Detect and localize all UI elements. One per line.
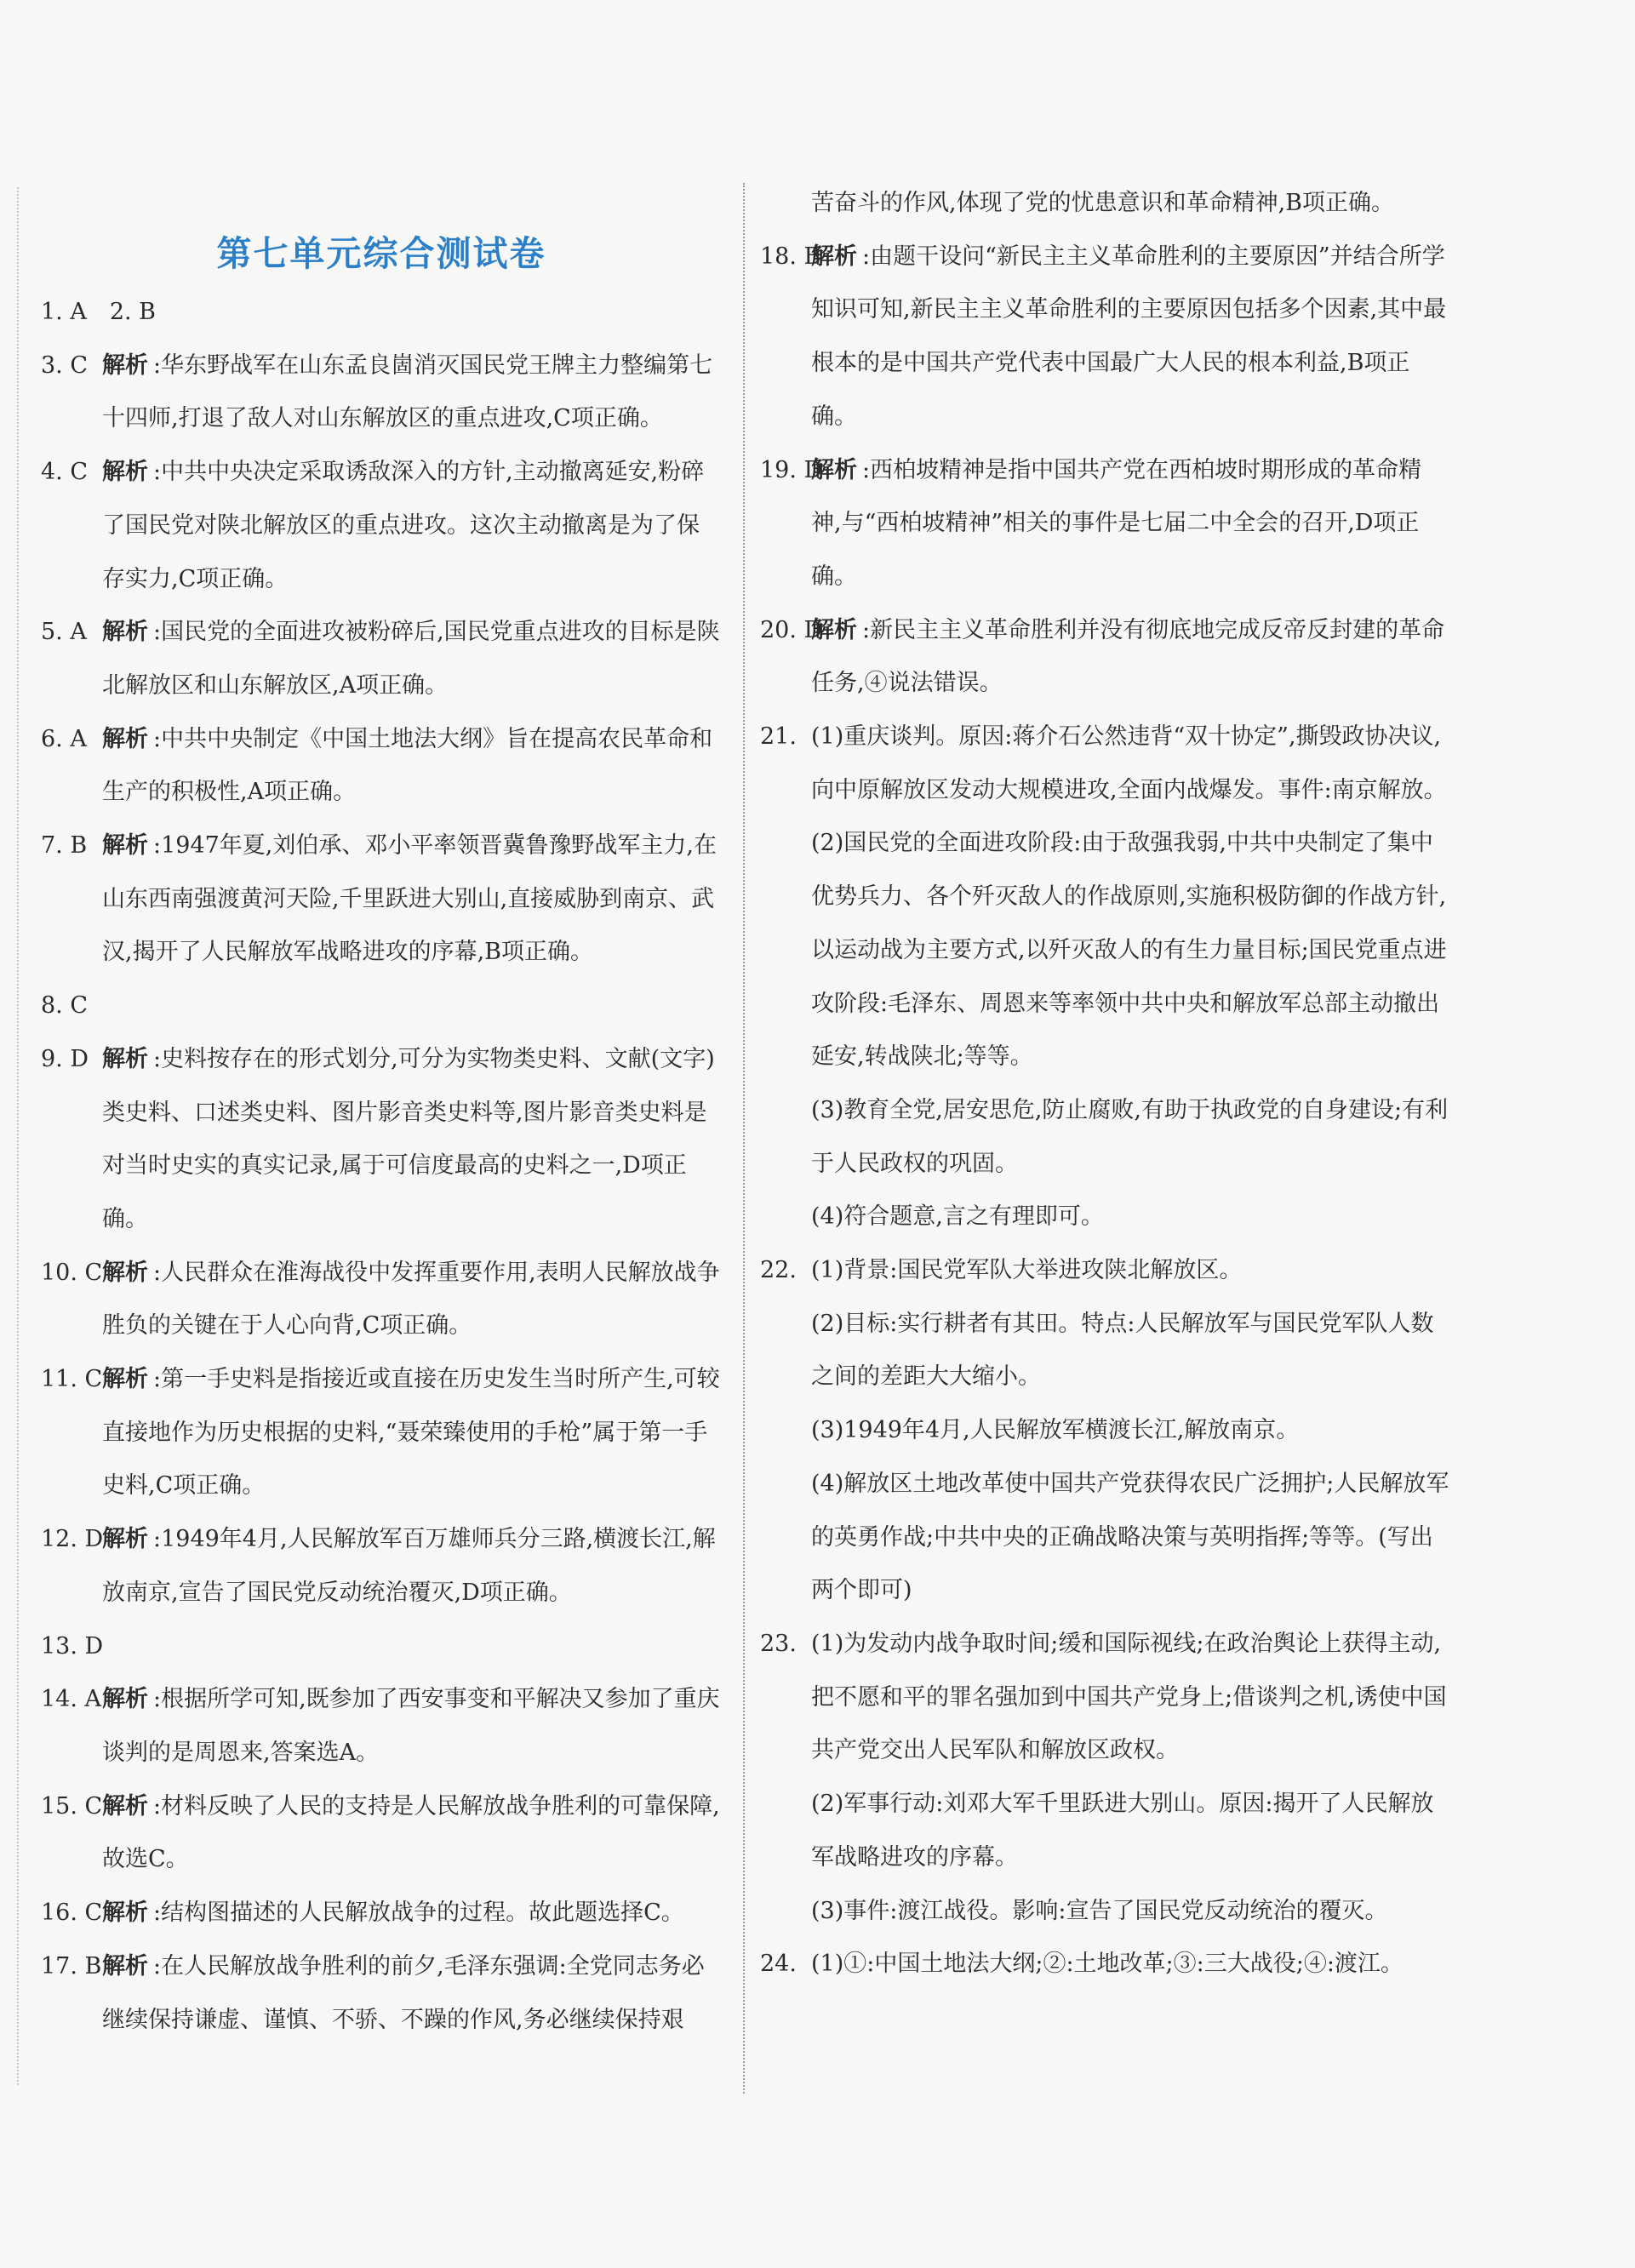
sub-answer: (2)国民党的全面进攻阶段:由于敌强我弱,中共中央制定了集中优势兵力、各个歼灭敌人的作战原则,实施积极防御的作战方针,以运动战为主要方式,以歼灭敌人的有生力量目标;国民党重点进攻阶段:毛泽东、周恩来等率领中共中央和解放军总部主动撤出延安,转战陕北;等等。 [811,830,1447,1071]
answer-item [41,980,722,1033]
column-divider [743,183,745,2094]
question-number: 8. C [41,992,89,1020]
left-column [41,230,722,2047]
analysis-label: 解析 [811,243,857,270]
analysis-label: 解析 [102,351,148,379]
answer-item [41,1247,722,1353]
analysis-label: 解析 [102,459,148,486]
answer-item [760,444,1451,604]
analysis-label: 解析 [102,832,148,860]
answer-item [760,1938,1451,1991]
question-number: 7. B [41,832,88,860]
answer-item [41,1353,722,1513]
question-number: 19. D [760,456,823,483]
analysis-label: 解析 [102,1045,148,1072]
answer-item [41,820,722,980]
answer-item [760,1244,1451,1298]
answer-item [41,1033,722,1247]
continued-text: 苦奋斗的作风,体现了党的忧患意识和革命精神,B项正确。 [811,190,1395,216]
binding-edge-line [17,187,19,2085]
answer-item [41,606,722,712]
analysis-text: :在人民解放战争胜利的前夕,毛泽东强调:全党同志务必继续保持谦虚、谨慎、不骄、不躁的作风,务必继续保持艰 [102,1952,705,2033]
answer-item [41,1513,722,1620]
analysis-text: :史料按存在的形式划分,可分为实物类史料、文献(文字)类史料、口述类史料、图片影音类史料等,图片影音类史料是对当时史实的真实记录,属于可信度最高的史料之一,D项正确。 [102,1045,715,1232]
sub-answer: (3)1949年4月,人民解放军横渡长江,解放南京。 [811,1417,1300,1444]
question-number: 6. A [41,725,87,752]
analysis-text: :国民党的全面进攻被粉碎后,国民党重点进攻的目标是陕北解放区和山东解放区,A项正确。 [102,619,720,699]
analysis-text: :中共中央决定采取诱敌深入的方针,主动撤离延安,粉碎了国民党对陕北解放区的重点进攻。这次主动撤离是为了保存实力,C项正确。 [102,459,705,592]
analysis-label: 解析 [102,1259,148,1286]
analysis-label: 解析 [811,456,857,483]
question-number: 3. C [41,351,89,379]
sub-answer: (3)事件:渡江战役。影响:宣告了国民党反动统治的覆灭。 [811,1897,1388,1924]
sub-answer: (3)教育全党,居安思危,防止腐败,有助于执政党的自身建设;有利于人民政权的巩固。 [811,1096,1449,1177]
answer-text: (1)重庆谈判。原因:蒋介石公然违背“双十协定”,撕毁政协决议,向中原解放区发动大规模进攻,全面内战爆发。事件:南京解放。 [811,723,1447,803]
analysis-text: :材料反映了人民的支持是人民解放战争胜利的可靠保障,故选C。 [102,1792,720,1873]
analysis-text: :由题干设问“新民主主义革命胜利的主要原因”并结合所学知识可知,新民主主义革命胜利的主要原因包括多个因素,其中最根本的是中国共产党代表中国最广大人民的根本利益,B项正确。 [811,243,1447,430]
question-number: 12. D [41,1526,104,1553]
answer-item [760,604,1451,711]
answer-item [760,711,1451,817]
answer-item [41,340,722,446]
sub-answer: (4)解放区土地改革使中国共产党获得农民广泛拥护;人民解放军的英勇作战;中共中央的正确战略决策与英明指挥;等等。(写出两个即可) [811,1470,1449,1604]
answer-text: (1)为发动内战争取时间;缓和国际视线;在政治舆论上获得主动,把不愿和平的罪名强加到中国共产党身上;借谈判之机,诱使中国共产党交出人民军队和解放区政权。 [811,1630,1447,1764]
answer-line-1-2: 1. A 2. B [41,299,157,325]
question-number: 13. D [41,1632,104,1660]
question-number: 15. C [41,1792,103,1820]
question-number: 9. D [41,1045,89,1072]
answer-item [41,1940,722,2047]
question-number: 23. [760,1630,797,1657]
analysis-label: 解析 [102,1900,148,1927]
answer-item [760,1618,1451,1778]
analysis-text: :根据所学可知,既参加了西安事变和平解决又参加了重庆谈判的是周恩来,答案选A。 [102,1686,720,1766]
answer-text: (1)①:中国土地法大纲;②:土地改革;③:三大战役;④:渡江。 [811,1951,1403,1978]
question-number: 21. [760,723,797,751]
analysis-text: :第一手史料是指接近或直接在历史发生当时所产生,可较直接地作为历史根据的史料,“聂荣臻使用的手枪”属于第一手史料,C项正确。 [102,1366,720,1500]
sub-answer: (2)军事行动:刘邓大军千里跃进大别山。原因:揭开了人民解放军战略进攻的序幕。 [811,1791,1434,1871]
analysis-label: 解析 [811,616,857,643]
analysis-label: 解析 [102,1952,148,1980]
analysis-label: 解析 [102,1792,148,1820]
page-title: 第七单元综合测试卷 [216,233,546,274]
analysis-label: 解析 [102,1526,148,1553]
question-number: 11. C [41,1366,103,1393]
analysis-text: :1949年4月,人民解放军百万雄师兵分三路,横渡长江,解放南京,宣告了国民党反动统治覆灭,D项正确。 [102,1526,716,1606]
analysis-text: :华东野战军在山东孟良崮消灭国民党王牌主力整编第七十四师,打退了敌人对山东解放区的重点进攻,C项正确。 [102,351,713,432]
answer-item [41,1780,722,1887]
analysis-text: :1947年夏,刘伯承、邓小平率领晋冀鲁豫野战军主力,在山东西南强渡黄河天险,千里跃进大别山,直接威胁到南京、武汉,揭开了人民解放军战略进攻的序幕,B项正确。 [102,832,717,966]
analysis-text: :西柏坡精神是指中国共产党在西柏坡时期形成的革命精神,与“西柏坡精神”相关的事件是七届二中全会的召开,D项正确。 [811,456,1422,590]
answer-item [41,1887,722,1940]
question-number: 10. C [41,1259,103,1286]
analysis-label: 解析 [102,619,148,646]
answer-item [41,446,722,606]
answer-item [41,713,722,820]
question-number: 5. A [41,619,87,646]
analysis-label: 解析 [102,725,148,752]
answer-text: (1)背景:国民党军队大举进攻陕北解放区。 [811,1257,1243,1284]
answer-item [41,1673,722,1780]
question-number: 24. [760,1951,797,1978]
analysis-text: :人民群众在淮海战役中发挥重要作用,表明人民解放战争胜负的关键在于人心向背,C项正确。 [102,1259,720,1340]
answer-item [760,231,1451,444]
question-number: 17. B [41,1952,102,1980]
question-number: 16. C [41,1900,103,1927]
right-column [760,177,1451,1991]
question-number: 4. C [41,459,89,486]
analysis-text: :新民主主义革命胜利并没有彻底地完成反帝反封建的革命任务,④说法错误。 [811,616,1445,697]
analysis-text: :中共中央制定《中国土地法大纲》旨在提高农民革命和生产的积极性,A项正确。 [102,725,713,806]
question-number: 14. A [41,1686,102,1713]
analysis-label: 解析 [102,1366,148,1393]
sub-answer: (4)符合题意,言之有理即可。 [811,1203,1104,1231]
question-number: 18. B [760,243,821,270]
sub-answer: (2)目标:实行耕者有其田。特点:人民解放军与国民党军队人数之间的差距大大缩小。 [811,1310,1434,1391]
analysis-text: :结构图描述的人民解放战争的过程。故此题选择C。 [153,1900,684,1927]
analysis-label: 解析 [102,1686,148,1713]
question-number: 22. [760,1257,797,1284]
answer-item [41,1620,722,1674]
question-number: 20. D [760,616,823,643]
